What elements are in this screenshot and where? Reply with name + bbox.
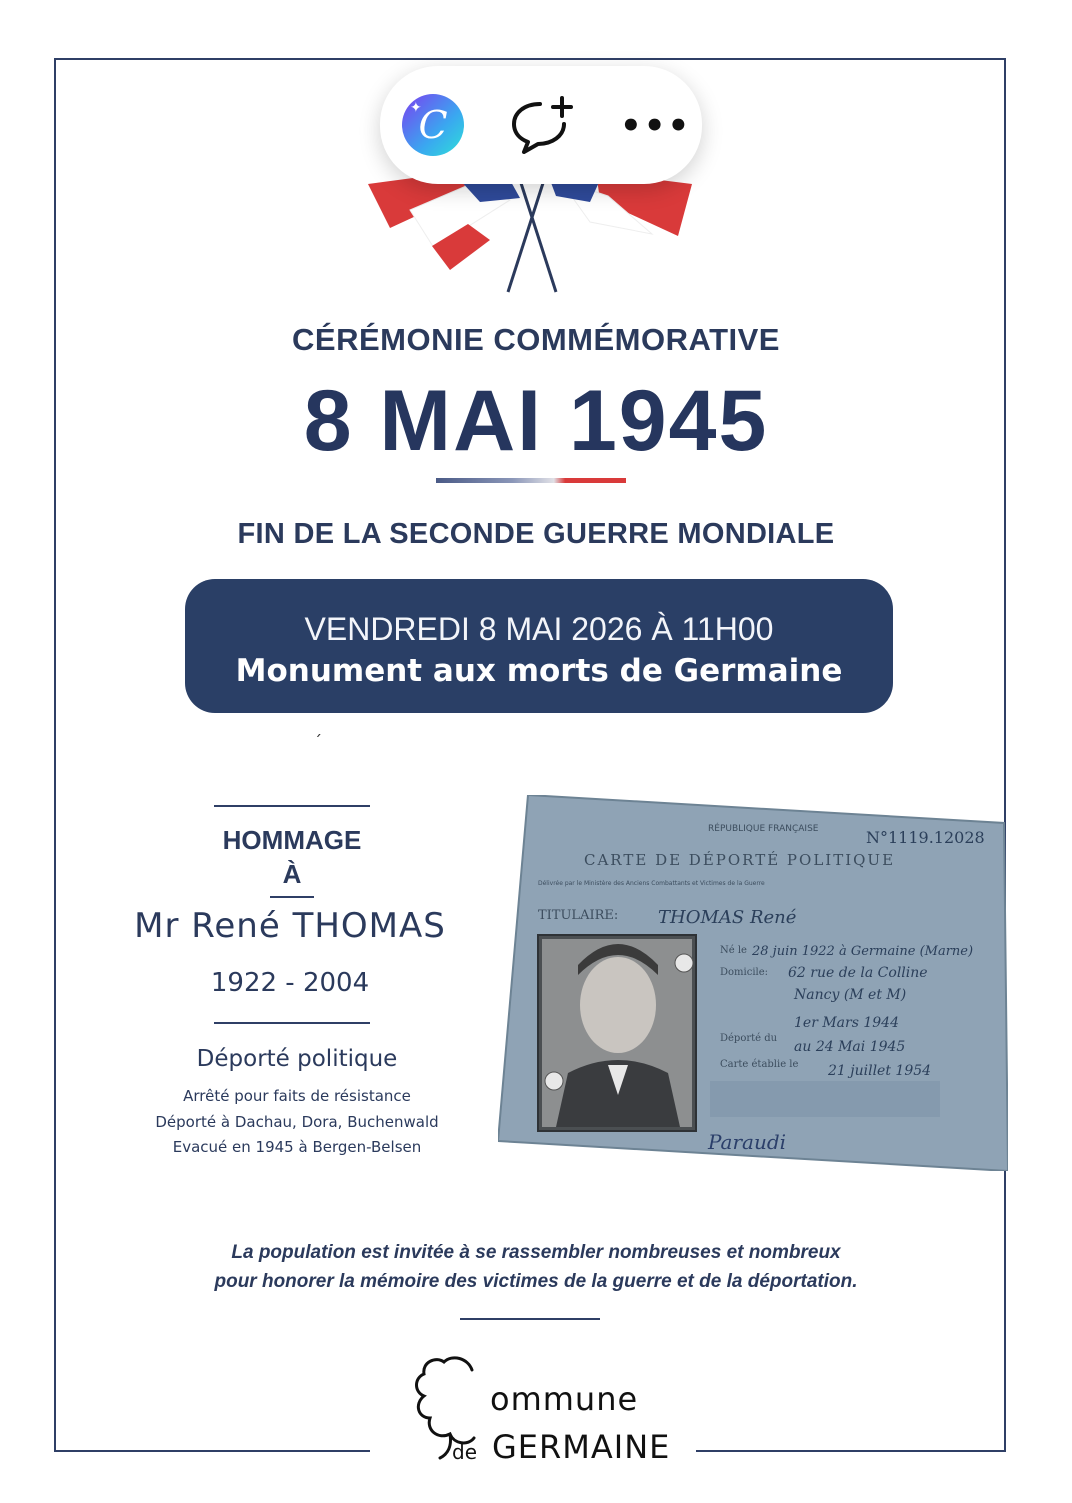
issued-label: Carte établie le <box>720 1059 799 1070</box>
date-banner <box>185 579 893 713</box>
tricolor-divider <box>436 478 626 483</box>
card-number: N°1119.12028 <box>866 828 985 847</box>
domicile-value-2: Nancy (M et M) <box>794 987 907 1003</box>
logo-line1: ommune <box>490 1380 639 1418</box>
domicile-label: Domicile: <box>720 967 769 978</box>
honoree-details <box>110 1084 484 1161</box>
subtitle: FIN DE LA SECONDE GUERRE MONDIALE <box>237 518 835 550</box>
detail-line: Déporté à Dachau, Dora, Buchenwald <box>155 1112 439 1131</box>
card-rivet <box>675 954 693 972</box>
floating-toolbar <box>380 66 702 184</box>
more-options-icon[interactable]: ••• <box>620 106 692 146</box>
detail-line: Arrêté pour faits de résistance <box>183 1087 411 1105</box>
holder-label: TITULAIRE: <box>538 908 619 923</box>
invitation-text <box>0 1238 1072 1296</box>
ceremony-kicker: CÉRÉMONIE COMMÉMORATIVE <box>292 322 780 357</box>
tribute-heading <box>160 823 424 891</box>
invitation-line: La population est invitée à se rassembler nombreuses et nombreux <box>231 1242 841 1263</box>
deported-from-label: Déporté du <box>720 1033 778 1044</box>
deported-to-value: au 24 Mai 1945 <box>794 1039 906 1055</box>
event-place: Monument aux morts de Germaine <box>235 653 843 689</box>
tribute-rule-top <box>214 805 370 807</box>
born-label: Né le <box>720 945 747 956</box>
card-title: CARTE DE DÉPORTÉ POLITIQUE <box>584 851 896 869</box>
invitation-line: pour honorer la mémoire des victimes de la guerre et de la déportation. <box>214 1271 858 1292</box>
detail-line: Evacué en 1945 à Bergen-Belsen <box>172 1138 422 1156</box>
commune-logo <box>410 1350 690 1470</box>
card-stamp <box>710 1081 940 1117</box>
honoree-years: 1922 - 2004 <box>210 968 370 998</box>
logo-de: de <box>452 1440 477 1464</box>
honoree-name: Mr René THOMAS <box>134 906 446 946</box>
canva-icon[interactable]: ✦ C <box>402 94 464 156</box>
card-signature: Paraudi <box>708 1130 787 1154</box>
card-header: RÉPUBLIQUE FRANÇAISE <box>708 824 819 834</box>
domicile-value-1: 62 rue de la Colline <box>788 965 928 981</box>
card-subheader: Délivrée par le Ministère des Anciens Combattants et Victimes de la Guerre <box>538 880 765 887</box>
tribute-label: HOMMAGE <box>222 825 362 855</box>
add-comment-icon[interactable] <box>510 96 576 156</box>
tribute-label-a: À <box>282 859 302 889</box>
stray-mark: ´ <box>314 732 322 751</box>
issued-value: 21 juillet 1954 <box>828 1063 932 1079</box>
deported-from-value: 1er Mars 1944 <box>794 1015 899 1031</box>
event-date: VENDREDI 8 MAI 2026 À 11H00 <box>304 611 774 647</box>
logo-line2: GERMAINE <box>492 1428 671 1466</box>
born-value: 28 juin 1922 à Germaine (Marne) <box>752 944 974 959</box>
portrait-face <box>580 957 656 1053</box>
holder-name: THOMAS René <box>658 907 797 928</box>
card-rivet <box>545 1072 563 1090</box>
tribute-rule-small <box>270 896 314 898</box>
tribute-rule-bottom <box>214 1022 370 1024</box>
page-title: 8 MAI 1945 <box>303 373 769 469</box>
honoree-status: Déporté politique <box>196 1046 398 1072</box>
invitation-rule <box>460 1318 600 1320</box>
deportee-card-image <box>498 795 1008 1171</box>
sparkle-icon: ✦ <box>410 100 422 116</box>
